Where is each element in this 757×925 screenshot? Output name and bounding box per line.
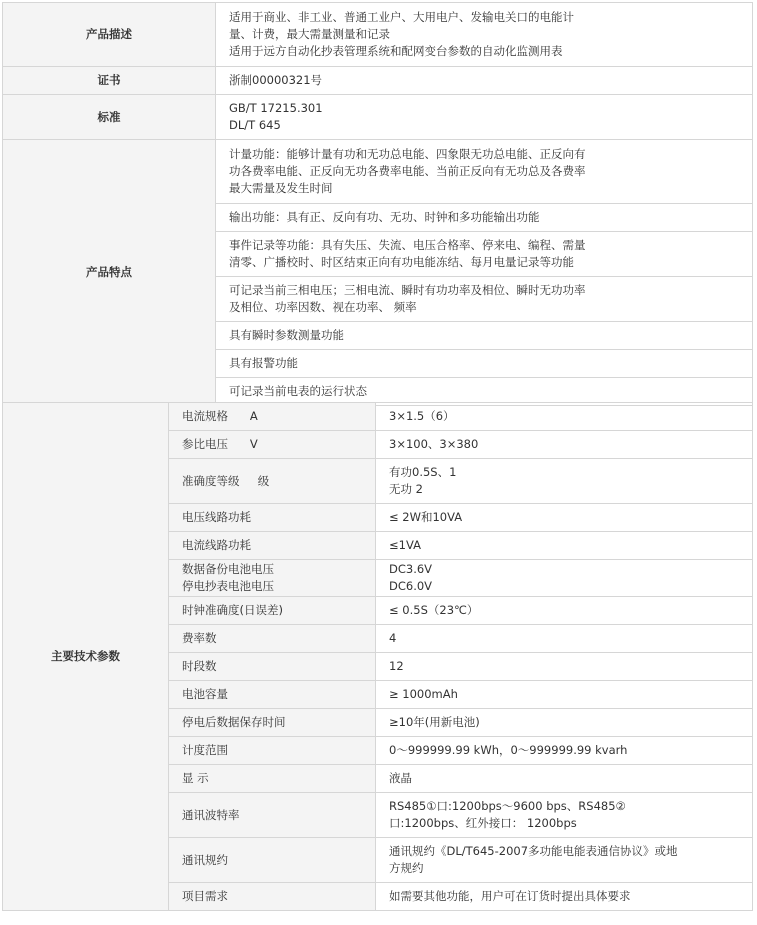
feature-line: 输出功能：具有正、反向有功、无功、时钟和多功能输出功能 xyxy=(229,210,540,224)
param-name xyxy=(169,838,376,883)
param-value xyxy=(376,793,753,838)
param-name-text: 数据备份电池电压 xyxy=(182,562,274,576)
row-standard xyxy=(3,95,753,140)
tech-params-label: 主要技术参数 xyxy=(3,403,169,911)
param-value-text: 3×1.5（6） xyxy=(389,409,455,423)
param-value-text: 口:1200bps、红外接口： 1200bps xyxy=(389,816,577,830)
param-name xyxy=(169,431,376,459)
product-description-label: 产品描述 xyxy=(3,3,216,67)
standard-line: GB/T 17215.301 xyxy=(229,101,323,115)
param-name xyxy=(169,625,376,653)
param-value xyxy=(376,532,753,560)
param-value xyxy=(376,709,753,737)
tech-params-table xyxy=(2,402,753,911)
param-value-text: ≥10年(用新电池) xyxy=(389,715,480,729)
param-value-text: ≤1VA xyxy=(389,538,421,552)
param-value xyxy=(376,560,753,597)
param-name-text: 电池容量 xyxy=(182,687,228,701)
param-value-text: 无功 2 xyxy=(389,482,423,496)
param-value xyxy=(376,883,753,911)
param-value xyxy=(376,625,753,653)
param-name xyxy=(169,532,376,560)
feature-line: 计量功能：能够计量有功和无功总电能、四象限无功总电能、正反向有 xyxy=(229,147,586,161)
param-name xyxy=(169,765,376,793)
feature-line: 及相位、功率因数、视在功率、 频率 xyxy=(229,300,417,314)
param-value-text: 液晶 xyxy=(389,771,412,785)
standard-label: 标准 xyxy=(3,95,216,140)
product-description-value xyxy=(216,3,753,67)
standard-value xyxy=(216,95,753,140)
param-name-text: 电压线路功耗 xyxy=(182,510,251,524)
param-name xyxy=(169,709,376,737)
feature-line: 功各费率电能、正反向无功各费率电能、当前正反向有无功总及各费率 xyxy=(229,164,586,178)
param-value xyxy=(376,681,753,709)
param-name-text: 计度范围 xyxy=(182,743,228,757)
param-value-text: 12 xyxy=(389,659,404,673)
param-name-text: 时段数 xyxy=(182,659,217,673)
feature-item xyxy=(216,350,753,378)
feature-line: 清零、广播校时、时区结束正向有功电能冻结、每月电量记录等功能 xyxy=(229,255,574,269)
product-info-table xyxy=(2,2,753,406)
param-value-text: 4 xyxy=(389,631,397,645)
param-value-text: DC6.0V xyxy=(389,579,433,593)
param-name-text: 停电抄表电池电压 xyxy=(182,579,274,593)
param-value-text: ≤ 2W和10VA xyxy=(389,510,463,524)
param-value-text: 有功0.5S、1 xyxy=(389,465,457,479)
row-certificate xyxy=(3,67,753,95)
param-name-text: 参比电压 V xyxy=(182,437,258,451)
param-name-text: 电流线路功耗 xyxy=(182,538,251,552)
param-name-text: 项目需求 xyxy=(182,889,228,903)
param-value xyxy=(376,765,753,793)
param-name-text: 显 示 xyxy=(182,771,209,785)
param-value-text: 通讯规约《DL/T645-2007多功能电能表通信协议》或地 xyxy=(389,844,678,858)
feature-item xyxy=(216,204,753,232)
param-name xyxy=(169,597,376,625)
feature-line: 具有瞬时参数测量功能 xyxy=(229,328,344,342)
feature-line: 事件记录等功能：具有失压、失流、电压合格率、停来电、编程、需量 xyxy=(229,238,586,252)
param-value-text: ≥ 1000mAh xyxy=(389,687,458,701)
param-value xyxy=(376,431,753,459)
feature-line: 具有报警功能 xyxy=(229,356,298,370)
param-value xyxy=(376,403,753,431)
param-value xyxy=(376,504,753,532)
param-name-text: 停电后数据保存时间 xyxy=(182,715,286,729)
param-value-text: 0～999999.99 kWh，0～999999.99 kvarh xyxy=(389,743,628,757)
param-name xyxy=(169,653,376,681)
features-label: 产品特点 xyxy=(3,140,216,406)
feature-item xyxy=(216,322,753,350)
param-name xyxy=(169,681,376,709)
param-name xyxy=(169,560,376,597)
param-name-text: 准确度等级 级 xyxy=(182,473,270,488)
param-value-text: RS485①口:1200bps～9600 bps、RS485② xyxy=(389,799,626,813)
feature-line: 最大需量及发生时间 xyxy=(229,181,333,195)
param-value-text: 方规约 xyxy=(389,861,424,875)
description-line: 适用于商业、非工业、普通工业户、大用电户、发输电关口的电能计 xyxy=(229,10,574,24)
param-value-text: DC3.6V xyxy=(389,562,433,576)
row-feature xyxy=(3,140,753,204)
tech-params-body xyxy=(3,403,753,911)
param-value-text: ≤ 0.5S（23℃） xyxy=(389,603,479,617)
param-value-text: 如需要其他功能，用户可在订货时提出具体要求 xyxy=(389,889,631,903)
certificate-label: 证书 xyxy=(3,67,216,95)
param-name xyxy=(169,504,376,532)
feature-item xyxy=(216,140,753,204)
description-line: 量、计费，最大需量测量和记录 xyxy=(229,27,390,41)
standard-line: DL/T 645 xyxy=(229,118,281,132)
param-name xyxy=(169,403,376,431)
param-name-text: 通讯波特率 xyxy=(182,807,240,822)
param-name xyxy=(169,459,376,504)
param-value xyxy=(376,737,753,765)
param-name-text: 时钟准确度(日误差) xyxy=(182,603,283,617)
param-name xyxy=(169,737,376,765)
param-name xyxy=(169,883,376,911)
param-value xyxy=(376,459,753,504)
param-name-text: 电流规格 A xyxy=(182,409,258,423)
param-row xyxy=(3,403,753,431)
feature-line: 可记录当前电表的运行状态 xyxy=(229,384,367,398)
param-name xyxy=(169,793,376,838)
certificate-value: 浙制00000321号 xyxy=(216,67,753,95)
feature-line: 可记录当前三相电压；三相电流、瞬时有功功率及相位、瞬时无功功率 xyxy=(229,283,586,297)
param-value-text: 3×100、3×380 xyxy=(389,437,479,451)
param-name-text: 通讯规约 xyxy=(182,852,228,867)
param-value xyxy=(376,597,753,625)
feature-item xyxy=(216,277,753,322)
param-name-text: 费率数 xyxy=(182,631,217,645)
param-value xyxy=(376,838,753,883)
feature-item xyxy=(216,232,753,277)
row-product-description xyxy=(3,3,753,67)
description-line: 适用于远方自动化抄表管理系统和配网变台参数的自动化监测用表 xyxy=(229,44,563,58)
param-value xyxy=(376,653,753,681)
